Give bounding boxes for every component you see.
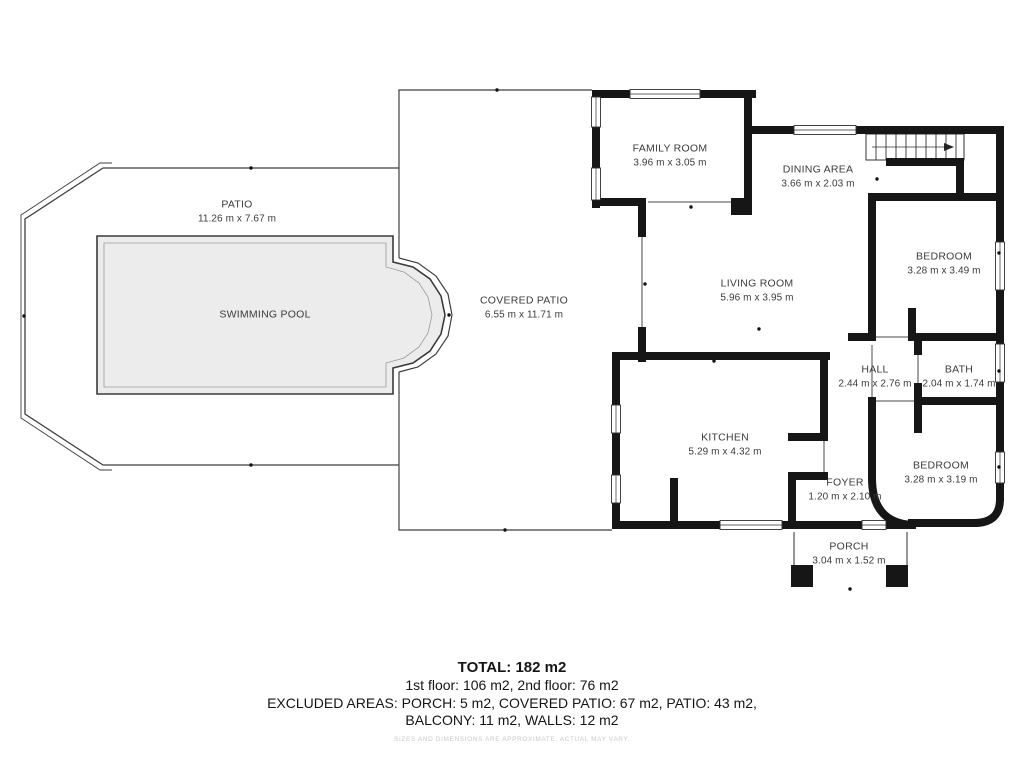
entry-door-symbol — [862, 521, 886, 530]
room-label-dining-area: DINING AREA 3.66 m x 2.03 m — [781, 163, 855, 189]
excluded-areas-text-line2: BALCONY: 11 m2, WALLS: 12 m2 — [405, 712, 619, 728]
room-label-bedroom-bottom: BEDROOM 3.28 m x 3.19 m — [904, 459, 978, 485]
room-label-family-room: FAMILY ROOM 3.96 m x 3.05 m — [632, 142, 708, 168]
room-label-living-room: LIVING ROOM 5.96 m x 3.95 m — [720, 277, 794, 303]
room-label-kitchen: KITCHEN 5.29 m x 4.32 m — [688, 431, 762, 457]
room-label-bedroom-top: BEDROOM 3.28 m x 3.49 m — [907, 250, 981, 276]
room-label-swimming-pool: SWIMMING POOL — [219, 308, 311, 321]
staircase — [866, 134, 964, 160]
excluded-areas-text-line1: EXCLUDED AREAS: PORCH: 5 m2, COVERED PATIO: 67 m2, PATIO: 43 m2, — [267, 694, 757, 711]
disclaimer-text: SIZES AND DIMENSIONS ARE APPROXIMATE, ACTUAL MAY VARY. — [394, 735, 630, 743]
room-label-covered-patio: COVERED PATIO 6.55 m x 11.71 m — [479, 294, 569, 320]
room-label-porch: PORCH 3.04 m x 1.52 m — [812, 540, 886, 566]
opening-lines — [642, 202, 918, 472]
room-label-hall: HALL 2.44 m x 2.76 m — [838, 363, 912, 389]
room-label-foyer: FOYER 1.20 m x 2.10 m — [808, 476, 882, 502]
room-label-patio: PATIO 11.26 m x 7.67 m — [197, 198, 277, 224]
total-area-text: TOTAL: 182 m2 — [457, 659, 567, 676]
porch-pillar — [886, 565, 908, 587]
area-summary — [0, 659, 1024, 743]
floors-area-text: 1st floor: 106 m2, 2nd floor: 76 m2 — [405, 677, 619, 693]
porch-pillar — [791, 565, 813, 587]
room-label-bath: BATH 2.04 m x 1.74 m — [922, 363, 996, 389]
